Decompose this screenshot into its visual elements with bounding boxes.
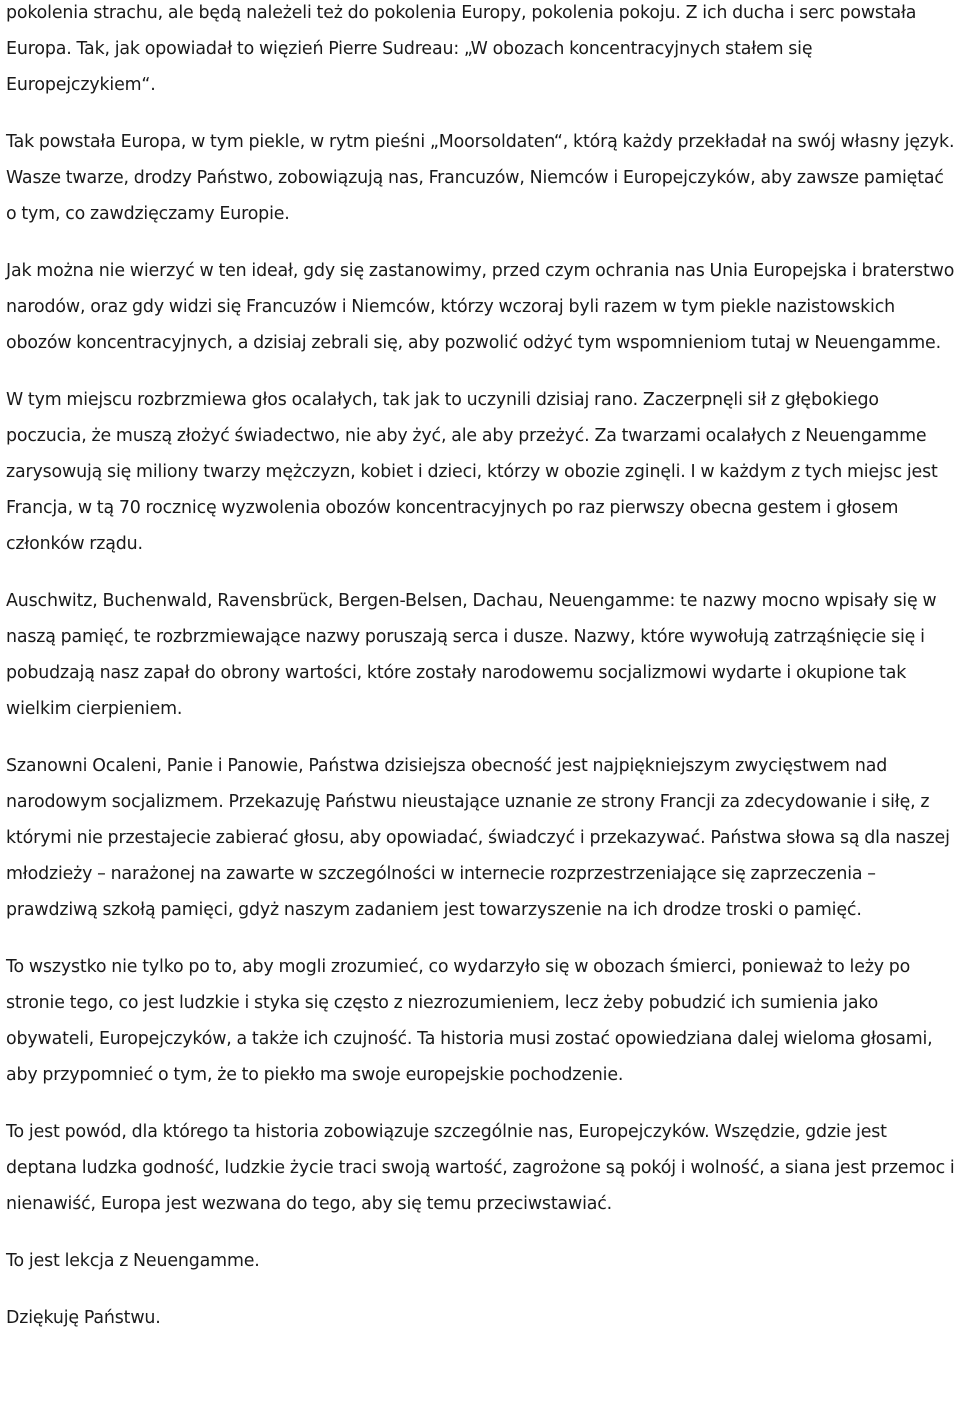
paragraph: To jest powód, dla którego ta historia zobowiązuje szczególnie nas, Europejczyków. Wszędzie, gdzie jest deptana ludzka godność, ludzkie życie traci swoją wartość, zagrożone są pokój i wolność, a siana jest przemoc i nienawiść, Europa jest wezwana do tego, aby się temu przeciwstawiać. (6, 1122, 955, 1214)
paragraph: pokolenia strachu, ale będą należeli też do pokolenia Europy, pokolenia pokoju. Z ich ducha i serc powstała Europa. Tak, jak opowiadał to więzień Pierre Sudreau: „W obozach koncentracyjnych stałem się Europejczykiem“. (6, 3, 917, 95)
paragraph: Dziękuję Państwu. (6, 1308, 161, 1328)
paragraph: W tym miejscu rozbrzmiewa głos ocalałych, tak jak to uczynili dzisiaj rano. Zaczerpnęli sił z głębokiego poczucia, że muszą złożyć świadectwo, nie aby żyć, ale aby przeżyć. Za twarzami ocalałych z Neuengamme zarysowują się miliony twarzy mężczyzn, kobiet i dzieci, którzy w obozie zginęli. I w każdym z tych miejsc jest Francja, w tą 70 rocznicę wyzwolenia obozów koncentracyjnych po raz pierwszy obecna gestem i głosem członków rządu. (6, 390, 938, 554)
paragraph: Szanowni Ocaleni, Panie i Panowie, Państwa dzisiejsza obecność jest najpiękniejszym zwycięstwem nad narodowym socjalizmem. Przekazuję Państwu nieustające uznanie ze strony Francji za zdecydowanie i siłę, z którymi nie przestajecie zabierać głosu, aby opowiadać, świadczyć i przekazywać. Państwa słowa są dla naszej młodzieży – narażonej na zawarte w szczególności w internecie rozprzestrzeniające się zaprzeczenia – prawdziwą szkołą pamięci, gdyż naszym zadaniem jest towarzyszenie na ich drodze troski o pamięć. (6, 756, 950, 920)
paragraph: To wszystko nie tylko po to, aby mogli zrozumieć, co wydarzyło się w obozach śmierci, ponieważ to leży po stronie tego, co jest ludzkie i styka się często z niezrozumieniem, lecz żeby pobudzić ich sumienia jako obywateli, Europejczyków, a także ich czujność. Ta historia musi zostać opowiedziana dalej wieloma głosami, aby przypomnieć o tym, że to piekło ma swoje europejskie pochodzenie. (6, 957, 933, 1085)
paragraph: Auschwitz, Buchenwald, Ravensbrück, Bergen-Belsen, Dachau, Neuengamme: te nazwy mocno wpisały się w naszą pamięć, te rozbrzmiewające nazwy poruszają serca i dusze. Nazwy, które wywołują zatrząśnięcie się i pobudzają nasz zapał do obrony wartości, które zostały narodowemu socjalizmowi wydarte i okupione tak wielkim cierpieniem. (6, 591, 937, 719)
paragraph: Jak można nie wierzyć w ten ideał, gdy się zastanowimy, przed czym ochrania nas Unia Europejska i braterstwo narodów, oraz gdy widzi się Francuzów i Niemców, którzy wczoraj byli razem w tym piekle nazistowskich obozów koncentracyjnych, a dzisiaj zebrali się, aby pozwolić odżyć tym wspomnieniom tutaj w Neuengamme. (6, 261, 955, 353)
paragraph: Tak powstała Europa, w tym piekle, w rytm pieśni „Moorsoldaten“, którą każdy przekładał na swój własny język. Wasze twarze, drodzy Państwo, zobowiązują nas, Francuzów, Niemców i Europejczyków, aby zawsze pamiętać o tym, co zawdzięczamy Europie. (6, 132, 955, 224)
paragraph: To jest lekcja z Neuengamme. (6, 1251, 260, 1271)
